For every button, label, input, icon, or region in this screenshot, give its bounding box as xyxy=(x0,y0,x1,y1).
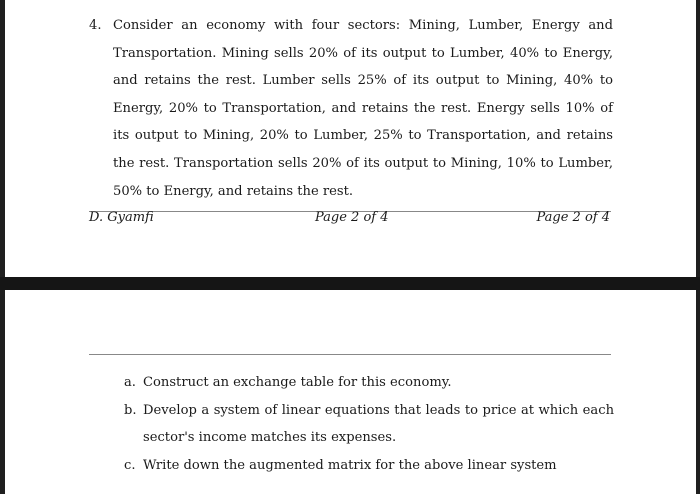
header-rule xyxy=(89,354,611,355)
page-separator xyxy=(0,277,700,290)
subpart-text: Develop a system of linear equations that leads to price at which each sector's income matches its expenses. xyxy=(143,402,614,446)
screen-edge-right xyxy=(696,290,700,494)
problem-4 xyxy=(89,12,613,205)
screen-edge-right xyxy=(696,0,700,277)
problem-text: Consider an economy with four sectors: Mining, Lumber, Energy and Transportation. Mining sells 20% of its output to Lumber, 40% to Energy, and retains the rest. Lumber sells 25% of its output to Mining, 40% to Energy, 20% to Transportation, and retains the rest. Energy sells 10% of its output to Mining, 20% to Lumber, 25% to Transportation, and retains the rest. Transportation sells 20% of its output to Mining, 10% to Lumber, 50% to Energy, and retains the rest. xyxy=(113,18,613,199)
screen-edge-left xyxy=(0,0,5,277)
footer-page-number: Page 2 of 4 xyxy=(315,210,389,225)
screen-edge-left xyxy=(0,290,5,494)
problem-number: 4. xyxy=(89,18,102,33)
subpart-letter: b. xyxy=(124,402,137,418)
subpart-list xyxy=(124,369,614,479)
subpart-letter: c. xyxy=(124,457,136,473)
subpart-c xyxy=(124,452,614,480)
footer-page-number-right: Page 2 of 4 xyxy=(536,210,610,225)
footer-author: D. Gyamfi xyxy=(89,210,154,225)
subpart-letter: a. xyxy=(124,375,136,390)
subpart-text: Construct an exchange table for this economy. xyxy=(143,375,452,390)
subpart-b xyxy=(124,397,614,452)
subpart-text: Write down the augmented matrix for the above linear system xyxy=(143,457,557,473)
subpart-a xyxy=(124,369,614,397)
